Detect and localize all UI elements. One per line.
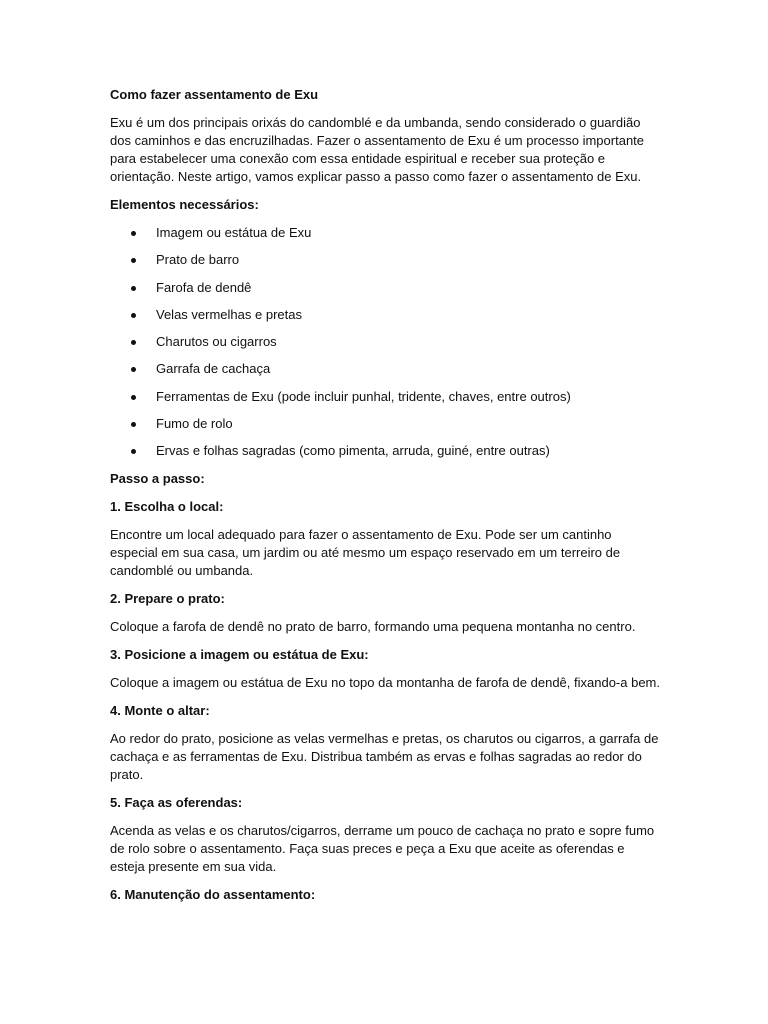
- list-item-text: Fumo de rolo: [156, 416, 233, 432]
- bullet-icon: [131, 449, 136, 454]
- step-1-heading: 1. Escolha o local:: [110, 499, 224, 515]
- list-item-text: Farofa de dendê: [156, 279, 252, 295]
- bullet-icon: [131, 258, 136, 263]
- elements-heading: Elementos necessários:: [110, 197, 259, 212]
- document-page: [110, 86, 662, 914]
- step-5-heading: 5. Faça as oferendas:: [110, 795, 243, 811]
- document-title: Como fazer assentamento de Exu: [110, 87, 319, 102]
- list-item: [110, 306, 662, 324]
- step-1-text: Encontre um local adequado para fazer o assentamento de Exu. Pode ser um cantinho especial em sua casa, um jardim ou até mesmo um espaço reservado em um terreiro de candomblé ou umbanda.: [110, 527, 621, 579]
- bullet-icon: [131, 422, 136, 427]
- list-item-text: Prato de barro: [156, 252, 240, 268]
- step-4-text: Ao redor do prato, posicione as velas vermelhas e pretas, os charutos ou cigarros, a garrafa de cachaça e as ferramentas de Exu. Distribua também as ervas e folhas sagradas ao redor do prato.: [110, 731, 659, 783]
- list-item: [110, 388, 662, 406]
- list-item: [110, 333, 662, 351]
- bullet-icon: [131, 340, 136, 345]
- list-item-text: Ferramentas de Exu (pode incluir punhal, tridente, chaves, entre outros): [156, 388, 571, 404]
- list-item: [110, 251, 662, 269]
- bullet-icon: [131, 286, 136, 291]
- bullet-icon: [131, 231, 136, 236]
- list-item: [110, 224, 662, 242]
- steps-heading: Passo a passo:: [110, 471, 205, 487]
- list-item-text: Velas vermelhas e pretas: [156, 306, 302, 322]
- step-6-heading: 6. Manutenção do assentamento:: [110, 887, 316, 903]
- bullet-icon: [131, 313, 136, 318]
- list-item-text: Garrafa de cachaça: [156, 361, 271, 377]
- bullet-icon: [131, 395, 136, 400]
- list-item: [110, 415, 662, 433]
- step-3-heading: 3. Posicione a imagem ou estátua de Exu:: [110, 647, 369, 663]
- step-5-text: Acenda as velas e os charutos/cigarros, derrame um pouco de cachaça no prato e sopre fumo de rolo sobre o assentamento. Faça suas preces e peça a Exu que aceite as oferendas e esteja presente em sua vida.: [110, 823, 655, 875]
- list-item: [110, 442, 662, 460]
- list-item: [110, 279, 662, 297]
- step-4-heading: 4. Monte o altar:: [110, 703, 210, 719]
- elements-list: [110, 224, 662, 460]
- intro-paragraph: Exu é um dos principais orixás do candomblé e da umbanda, sendo considerado o guardião dos caminhos e das encruzilhadas. Fazer o assentamento de Exu é um processo importante para estabelecer uma conexão com essa entidade espiritual e receber sua proteção e orientação. Neste artigo, vamos explicar passo a passo como fazer o assentamento de Exu.: [110, 115, 645, 184]
- list-item-text: Charutos ou cigarros: [156, 334, 277, 350]
- step-2-text: Coloque a farofa de dendê no prato de barro, formando uma pequena montanha no centro.: [110, 619, 636, 635]
- step-3-text: Coloque a imagem ou estátua de Exu no topo da montanha de farofa de dendê, fixando-a bem.: [110, 675, 660, 691]
- bullet-icon: [131, 367, 136, 372]
- list-item-text: Imagem ou estátua de Exu: [156, 225, 312, 240]
- step-2-heading: 2. Prepare o prato:: [110, 591, 225, 607]
- list-item: [110, 360, 662, 378]
- list-item-text: Ervas e folhas sagradas (como pimenta, arruda, guiné, entre outras): [156, 443, 550, 459]
